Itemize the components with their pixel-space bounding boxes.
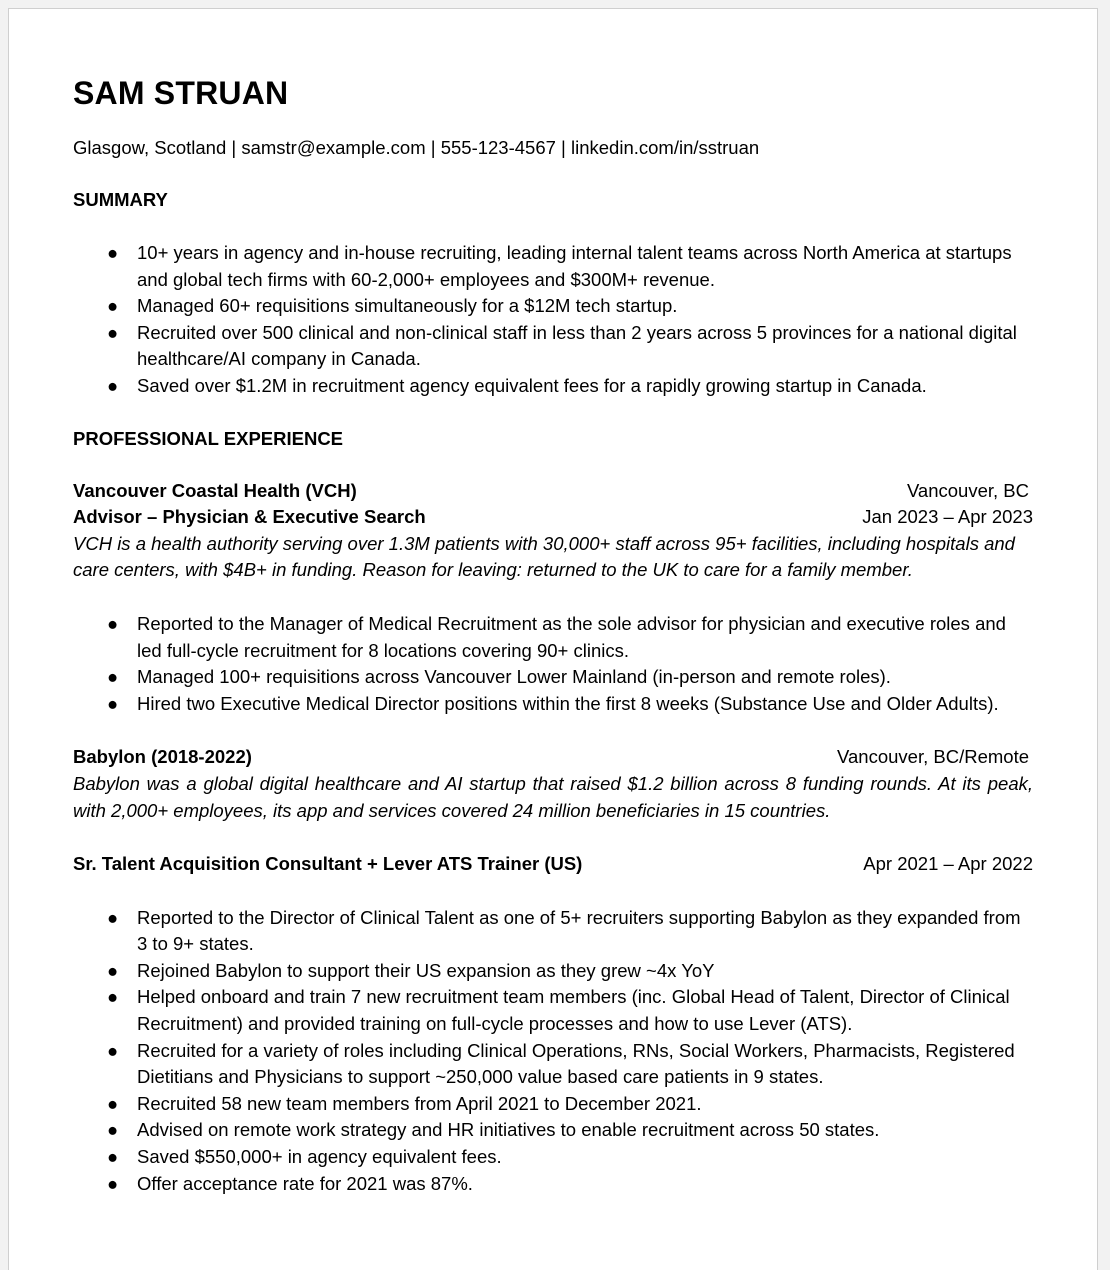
babylon-location: Vancouver, BC/Remote bbox=[837, 746, 1029, 768]
contact-line: Glasgow, Scotland | samstr@example.com | 555-123-4567 | linkedin.com/in/sstruan bbox=[73, 137, 760, 158]
bullet-icon: ● bbox=[107, 1146, 119, 1168]
babylon-dates: Apr 2021 – Apr 2022 bbox=[863, 853, 1033, 875]
babylon-bullet: ● Advised on remote work strategy and HR initiatives to enable recruitment across 50 states. bbox=[73, 1117, 1033, 1144]
experience-heading: PROFESSIONAL EXPERIENCE bbox=[73, 427, 344, 449]
babylon-bullet: ● Helped onboard and train 7 new recruitment team members (inc. Global Head of Talent, Director of Clinical Recruitment) and provided training on full-cycle processes and how to use Lever (ATS). bbox=[107, 986, 1010, 1035]
bullet-icon: ● bbox=[107, 242, 119, 263]
babylon-bullet: ● Recruited 58 new team members from April 2021 to December 2021. bbox=[73, 1091, 1033, 1118]
bullet-icon: ● bbox=[107, 612, 119, 634]
summary-heading: SUMMARY bbox=[73, 189, 168, 210]
vch-bullet: ● Hired two Executive Medical Director positions within the first 8 weeks (Substance Use and Older Adults). bbox=[73, 691, 1033, 718]
bullet-icon: ● bbox=[107, 321, 119, 343]
resume-page bbox=[8, 8, 1098, 1270]
bullet-icon: ● bbox=[107, 986, 119, 1008]
bullet-icon: ● bbox=[107, 1092, 119, 1114]
bullet-icon: ● bbox=[107, 692, 119, 714]
vch-bullet: ● Managed 100+ requisitions across Vancouver Lower Mainland (in-person and remote roles). bbox=[73, 664, 1033, 691]
vch-role: Advisor – Physician & Executive Search bbox=[73, 506, 426, 528]
babylon-bullets bbox=[73, 905, 1033, 1198]
vch-bullet: ● Reported to the Manager of Medical Recruitment as the sole advisor for physician and executive roles and led full-cycle recruitment for 8 locations covering 90+ clinics. bbox=[107, 612, 1006, 661]
summary-bullet: ● 10+ years in agency and in-house recruiting, leading internal talent teams across North America at startups and global tech firms with 60-2,000+ employees and $300M+ revenue. bbox=[107, 242, 1012, 290]
babylon-company-row bbox=[73, 744, 1033, 771]
babylon-bullet: ● Reported to the Director of Clinical Talent as one of 5+ recruiters supporting Babylon as they expanded from 3 to 9+ states. bbox=[107, 906, 1021, 955]
bullet-icon: ● bbox=[107, 1039, 119, 1061]
babylon-bullet: ● Recruited for a variety of roles including Clinical Operations, RNs, Social Workers, Pharmacists, Registered Dietitians and Physicians to support ~250,000 value based care patients in 9 states. bbox=[107, 1039, 1015, 1088]
vch-dates: Jan 2023 – Apr 2023 bbox=[862, 506, 1033, 528]
bullet-icon: ● bbox=[107, 906, 119, 928]
vch-description: VCH is a health authority serving over 1.3M patients with 30,000+ staff across 95+ facilities, including hospitals and care centers, with $4B+ in funding. Reason for leaving: returned to the UK to care for a family member. bbox=[73, 532, 1015, 581]
summary-list bbox=[73, 240, 1033, 400]
bullet-icon: ● bbox=[107, 374, 119, 396]
babylon-company: Babylon (2018-2022) bbox=[73, 746, 252, 768]
vch-location: Vancouver, BC bbox=[906, 479, 1029, 501]
babylon-bullet: ● Saved $550,000+ in agency equivalent fees. bbox=[73, 1144, 1033, 1171]
bullet-icon: ● bbox=[107, 295, 119, 317]
vch-bullets bbox=[73, 611, 1033, 717]
bullet-icon: ● bbox=[107, 959, 119, 981]
babylon-bullet: ● Offer acceptance rate for 2021 was 87%. bbox=[73, 1171, 1033, 1198]
babylon-bullet: ● Rejoined Babylon to support their US expansion as they grew ~4x YoY bbox=[73, 958, 1033, 985]
summary-bullet: ● Managed 60+ requisitions simultaneously for a $12M tech startup. bbox=[73, 293, 1033, 320]
babylon-role-row bbox=[73, 851, 1033, 878]
babylon-description: Babylon was a global digital healthcare and AI startup that raised $1.2 billion across 8 funding rounds. At its peak, with 2,000+ employees, its app and services covered 24 million beneficiaries in 15 countries. bbox=[73, 772, 1033, 821]
bullet-icon: ● bbox=[107, 1119, 119, 1141]
vch-role-row bbox=[73, 504, 1033, 531]
vch-company-row bbox=[73, 478, 1033, 505]
summary-bullet: ● Recruited over 500 clinical and non-clinical staff in less than 2 years across 5 provinces for a national digital healthcare/AI company in Canada. bbox=[107, 321, 1017, 370]
resume-content bbox=[73, 75, 1033, 1197]
bullet-icon: ● bbox=[107, 666, 119, 688]
candidate-name: SAM STRUAN bbox=[73, 75, 289, 111]
summary-bullet: ● Saved over $1.2M in recruitment agency equivalent fees for a rapidly growing startup in Canada. bbox=[73, 373, 1033, 400]
babylon-role: Sr. Talent Acquisition Consultant + Lever ATS Trainer (US) bbox=[73, 853, 583, 875]
bullet-icon: ● bbox=[107, 1172, 119, 1194]
vch-company: Vancouver Coastal Health (VCH) bbox=[73, 479, 357, 501]
